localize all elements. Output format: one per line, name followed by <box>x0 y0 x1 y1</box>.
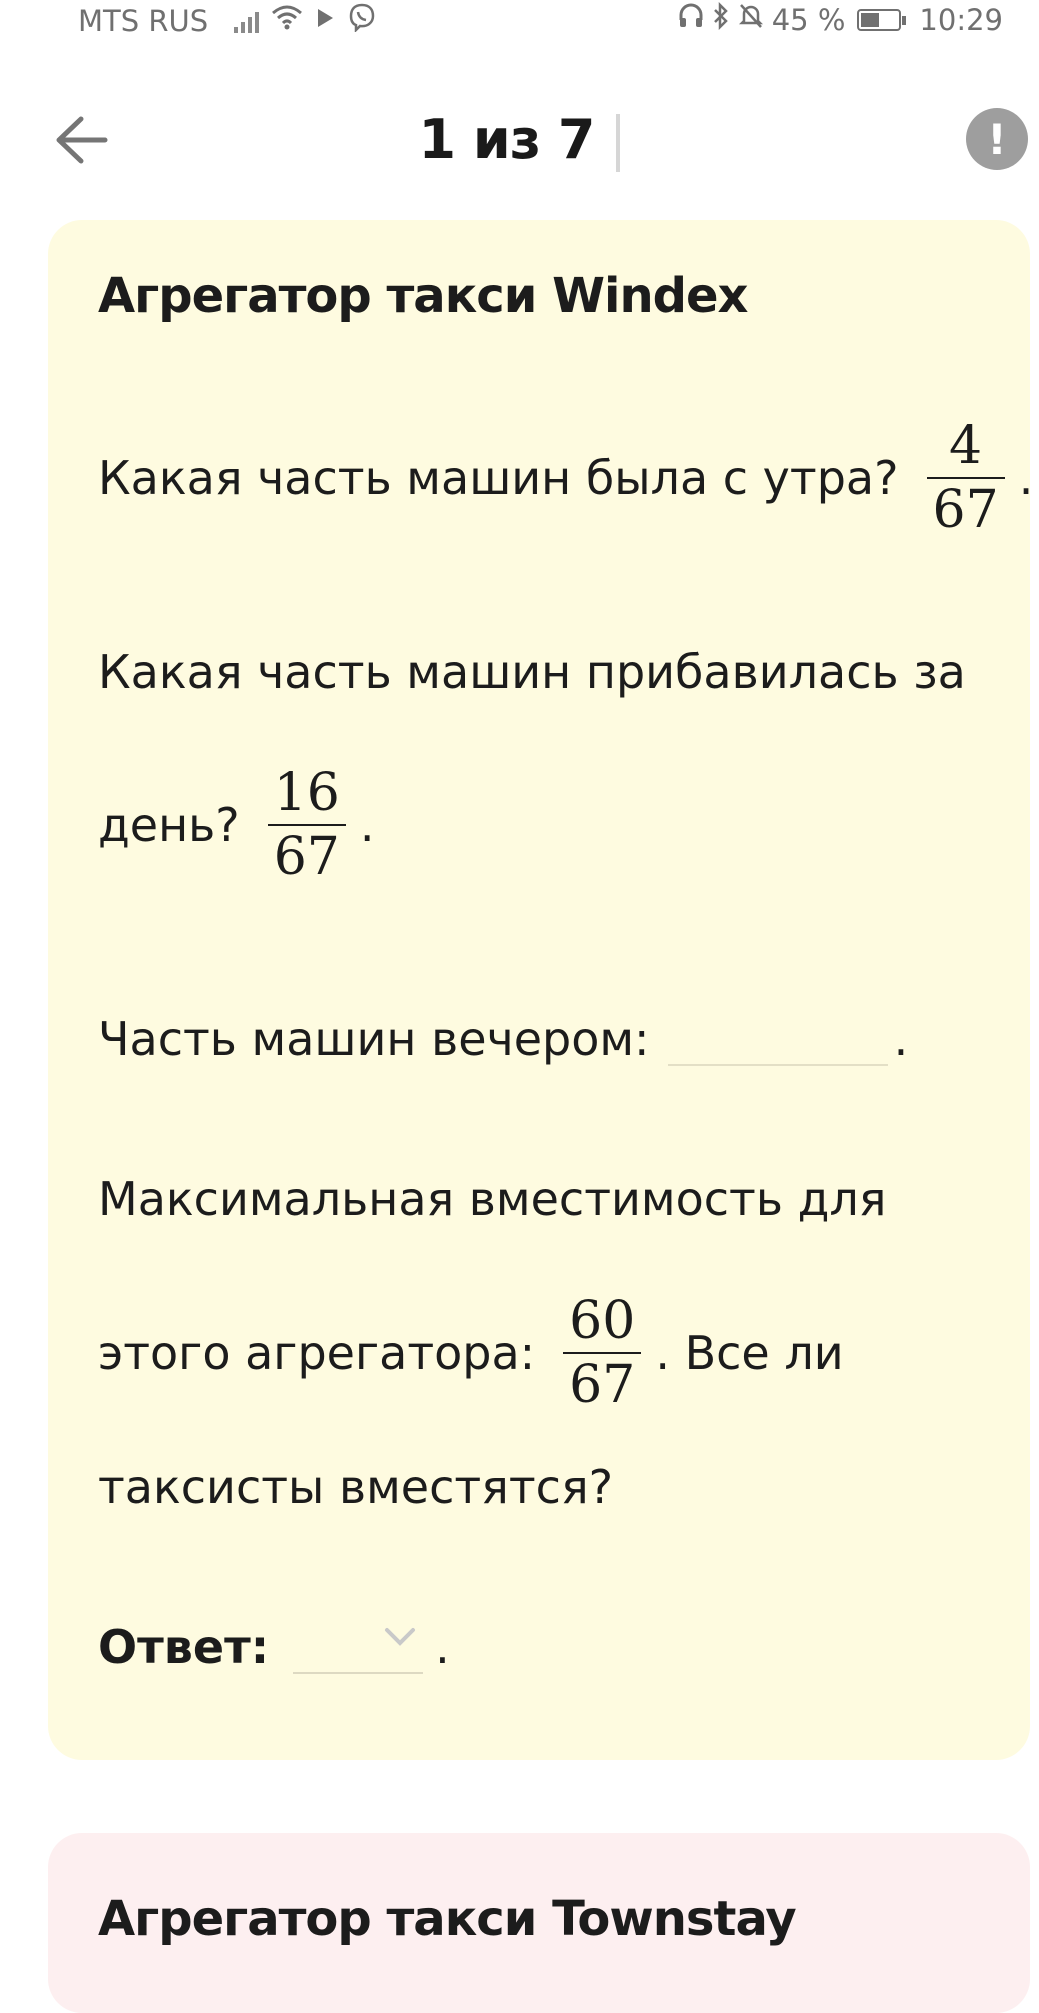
period: . <box>893 1012 909 1066</box>
status-bar <box>0 0 1039 40</box>
task-card-townstay <box>48 1833 1030 2013</box>
bluetooth-icon <box>712 2 730 37</box>
fraction-denominator: 67 <box>268 824 346 888</box>
signal-icon <box>234 9 259 33</box>
viber-icon <box>347 2 377 39</box>
answer-row <box>98 1620 450 1674</box>
question-capacity-line1 <box>98 1172 886 1226</box>
fraction-denominator: 67 <box>563 1352 641 1416</box>
question-morning <box>98 415 1033 541</box>
question-day-line1 <box>98 645 966 699</box>
fraction-numerator: 16 <box>273 763 340 823</box>
question-day-line2 <box>98 762 375 888</box>
question-evening <box>98 1012 908 1066</box>
question-text: . Все ли <box>655 1326 844 1380</box>
headphones-icon <box>678 2 704 37</box>
period: . <box>1018 451 1034 505</box>
task-card-windex <box>48 220 1034 1760</box>
period: . <box>359 798 375 852</box>
fraction-denominator: 67 <box>927 477 1005 541</box>
page-counter <box>0 108 1039 172</box>
fraction <box>927 415 1005 541</box>
question-text: Максимальная вместимость для <box>98 1172 887 1226</box>
task-title: Агрегатор такси Townstay <box>98 1891 796 1947</box>
question-text: этого агрегатора: <box>98 1326 536 1380</box>
task-title: Агрегатор такси Windex <box>98 268 748 324</box>
bell-muted-icon <box>738 2 764 37</box>
fraction-numerator: 60 <box>569 1291 636 1351</box>
exclamation-icon: ! <box>987 114 1007 164</box>
report-button[interactable] <box>966 108 1028 170</box>
fraction <box>268 762 346 888</box>
evening-answer-input[interactable] <box>668 1012 888 1066</box>
status-bar-right <box>678 2 1003 37</box>
status-bar-left <box>78 2 377 39</box>
question-text: Какая часть машин была с утра? <box>98 451 899 505</box>
chevron-down-icon <box>383 1626 417 1648</box>
battery-percent: 45 % <box>771 2 846 37</box>
question-capacity-line2 <box>98 1290 844 1416</box>
text-caret <box>616 114 620 172</box>
header <box>0 90 1039 190</box>
question-text: день? <box>98 798 240 852</box>
question-capacity-line3 <box>98 1460 613 1514</box>
play-icon <box>315 6 335 36</box>
fraction <box>563 1290 641 1416</box>
question-text: таксисты вместятся? <box>98 1460 614 1514</box>
period: . <box>435 1620 450 1674</box>
question-text: Какая часть машин прибавилась за <box>98 645 966 699</box>
answer-select[interactable] <box>293 1620 423 1674</box>
battery-icon <box>857 9 901 31</box>
carrier-name: MTS RUS <box>78 3 209 38</box>
clock: 10:29 <box>919 2 1003 37</box>
wifi-icon <box>271 4 303 37</box>
fraction-numerator: 4 <box>949 416 983 476</box>
page-counter-text: 1 из 7 <box>418 108 595 171</box>
answer-label: Ответ: <box>98 1620 270 1674</box>
question-text: Часть машин вечером: <box>98 1012 650 1066</box>
